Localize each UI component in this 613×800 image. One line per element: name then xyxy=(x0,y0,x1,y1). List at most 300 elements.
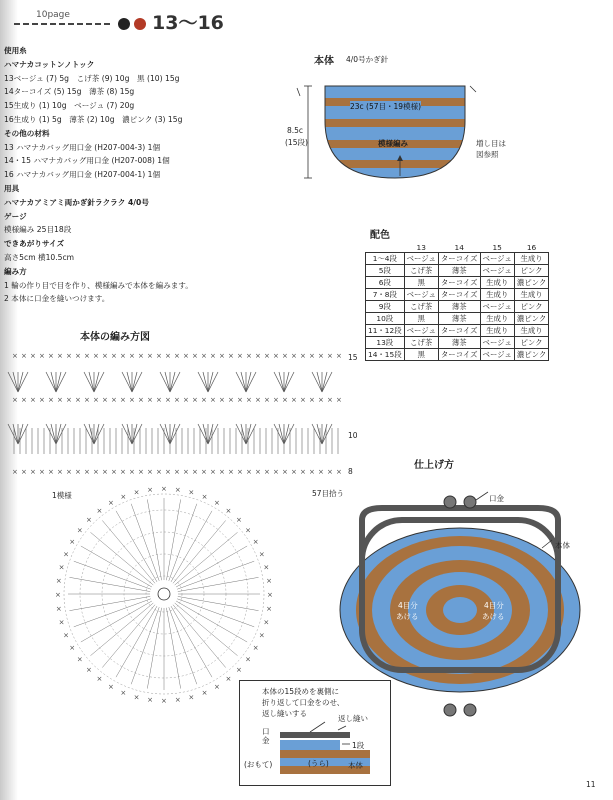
table-row xyxy=(366,301,549,313)
fan-stitch-line xyxy=(46,372,56,392)
fan-stitch-line xyxy=(160,372,170,392)
stitch-x-mark: × xyxy=(165,352,171,360)
increase-note-1: 増し目は xyxy=(476,139,506,148)
table-cell: 黒 xyxy=(404,349,438,361)
instruction-line: ハマナカアミアミ両かぎ針ラクラク 4/0号 xyxy=(4,197,149,207)
stitch-x-mark: × xyxy=(55,591,61,599)
chart-row-8: 8 xyxy=(348,467,353,476)
instruction-line: 模様編み 25目18段 xyxy=(4,225,72,235)
inset-body-label: 本体 xyxy=(348,761,363,770)
stitch-x-mark: × xyxy=(255,468,261,476)
stitch-x-mark: × xyxy=(21,468,27,476)
stitch-x-mark: × xyxy=(300,468,306,476)
button-dot-black-icon xyxy=(118,18,130,30)
fan-stitch-line xyxy=(203,372,208,392)
fan-stitch-line xyxy=(84,424,94,444)
row-label: 9段 xyxy=(366,301,405,313)
pickup-label: 57目拾う xyxy=(312,489,345,498)
fan-stitch-line xyxy=(127,372,132,392)
fan-stitch-line xyxy=(236,372,246,392)
stitch-x-mark: × xyxy=(235,516,242,525)
fan-stitch-line xyxy=(246,372,256,392)
stitch-x-mark: × xyxy=(183,352,189,360)
inset-note-1: 本体の15段めを裏側に xyxy=(262,687,340,696)
stitch-x-mark: × xyxy=(210,468,216,476)
stitch-x-mark: × xyxy=(120,396,126,404)
fan-stitch-line xyxy=(241,372,246,392)
stitch-x-mark: × xyxy=(129,352,135,360)
instruction-line: 使用糸 xyxy=(4,46,27,55)
table-cell: ベージュ xyxy=(480,253,514,265)
stitch-x-mark: × xyxy=(30,352,36,360)
stitch-x-mark: × xyxy=(111,396,117,404)
magic-ring-icon xyxy=(158,588,170,600)
stitch-x-mark: × xyxy=(264,352,270,360)
instructions-block xyxy=(4,44,304,306)
instruction-line: 13 ハマナカバッグ用口金 (H207-004-3) 1個 xyxy=(4,142,161,152)
stitch-x-mark: × xyxy=(267,591,273,599)
stitch-x-mark: × xyxy=(336,396,342,404)
fan-stitch-line xyxy=(94,372,99,392)
stitch-x-mark: × xyxy=(264,468,270,476)
fan-stitch-line xyxy=(8,424,18,444)
stitch-x-mark: × xyxy=(57,352,63,360)
fan-stitch-line xyxy=(132,372,142,392)
stitch-x-mark: × xyxy=(76,655,83,664)
stitch-x-mark: × xyxy=(252,538,259,546)
fan-stitch-line xyxy=(274,372,284,392)
stitch-x-mark: × xyxy=(237,352,243,360)
stitch-x-mark: × xyxy=(219,352,225,360)
instruction-line: ハマナカコットンノトック xyxy=(4,59,95,69)
stitch-x-mark: × xyxy=(63,631,69,640)
stitch-x-mark: × xyxy=(228,352,234,360)
table-cell: ターコイズ xyxy=(438,253,480,265)
fan-stitch-line xyxy=(51,372,56,392)
stitch-x-mark: × xyxy=(266,604,272,613)
stitch-x-mark: × xyxy=(237,396,243,404)
stitch-x-mark: × xyxy=(102,352,108,360)
table-cell: こげ茶 xyxy=(404,301,438,313)
stitch-x-mark: × xyxy=(327,352,333,360)
pattern-numbers-title: 13〜16 xyxy=(152,12,224,34)
stitch-x-mark: × xyxy=(300,396,306,404)
stitch-x-mark: × xyxy=(235,665,242,674)
fan-stitch-line xyxy=(208,424,218,444)
back-label: (うら) xyxy=(308,759,329,768)
stitch-x-mark: × xyxy=(111,352,117,360)
fan-stitch-line xyxy=(18,424,23,444)
table-cell: 生成り xyxy=(480,313,514,325)
stitch-x-mark: × xyxy=(183,396,189,404)
stitch-x-mark: × xyxy=(129,396,135,404)
stitch-x-mark: × xyxy=(225,675,232,684)
fan-stitch-line xyxy=(170,424,175,444)
stitch-x-mark: × xyxy=(21,396,27,404)
stitch-x-mark: × xyxy=(108,499,114,508)
gap-left-2: あける xyxy=(396,612,419,621)
instruction-line: その他の材料 xyxy=(4,128,50,138)
stitch-x-mark: × xyxy=(138,396,144,404)
fan-stitch-line xyxy=(89,424,94,444)
table-cell: 生成り xyxy=(514,253,548,265)
table-cell: ベージュ xyxy=(480,265,514,277)
fan-stitch-line xyxy=(89,372,94,392)
fan-stitch-line xyxy=(170,424,180,444)
body-figure-title: 本体 xyxy=(314,56,334,67)
stitch-x-mark: × xyxy=(291,468,297,476)
stitch-x-mark: × xyxy=(246,352,252,360)
fan-stitch-line xyxy=(279,372,284,392)
body-label: 本体 xyxy=(555,541,570,550)
stitch-x-mark: × xyxy=(318,396,324,404)
stitch-x-mark: × xyxy=(228,396,234,404)
table-cell: ベージュ xyxy=(480,349,514,361)
stitch-x-mark: × xyxy=(120,352,126,360)
stitch-x-mark: × xyxy=(192,352,198,360)
stitch-x-mark: × xyxy=(86,665,92,674)
stitch-x-mark: × xyxy=(291,396,297,404)
fan-stitch-line xyxy=(56,424,61,444)
fan-stitch-line xyxy=(170,372,175,392)
fan-stitch-line xyxy=(317,424,322,444)
fan-stitch-line xyxy=(274,424,284,444)
fan-stitch-line xyxy=(132,372,137,392)
table-cell: ピンク xyxy=(514,301,548,313)
inset-note-3: 返し縫いする xyxy=(262,709,307,718)
stitch-x-mark: × xyxy=(102,396,108,404)
stitch-x-mark: × xyxy=(318,352,324,360)
fan-stitch-line xyxy=(56,372,61,392)
table-header: 15 xyxy=(480,242,514,253)
stitch-x-mark: × xyxy=(48,468,54,476)
table-cell: ピンク xyxy=(514,337,548,349)
instruction-line: できあがりサイズ xyxy=(4,239,65,249)
fan-stitch-line xyxy=(94,372,104,392)
stitch-x-mark: × xyxy=(133,488,140,497)
stitch-x-mark: × xyxy=(336,468,342,476)
stitch-x-mark: × xyxy=(300,352,306,360)
table-cell: 生成り xyxy=(480,325,514,337)
table-cell: ターコイズ xyxy=(438,277,480,289)
stitch-x-mark: × xyxy=(327,468,333,476)
stitch-x-mark: × xyxy=(161,485,167,493)
instruction-line: 14ターコイズ (5) 15g 薄茶 (8) 15g xyxy=(4,87,135,97)
stitch-x-mark: × xyxy=(219,468,225,476)
stitch-x-mark: × xyxy=(84,352,90,360)
fan-stitch-line xyxy=(56,372,66,392)
stitch-x-mark: × xyxy=(291,352,297,360)
table-row xyxy=(366,349,549,361)
stitch-x-mark: × xyxy=(246,396,252,404)
fan-stitch-line xyxy=(198,424,208,444)
fan-stitch-line xyxy=(122,424,132,444)
stitch-x-mark: × xyxy=(273,396,279,404)
stitch-x-mark: × xyxy=(48,396,54,404)
table-cell: 黒 xyxy=(404,277,438,289)
table-cell: 生成り xyxy=(480,289,514,301)
stitch-x-mark: × xyxy=(156,468,162,476)
stitch-x-mark: × xyxy=(39,396,45,404)
row-label: 14・15段 xyxy=(366,349,405,361)
instruction-line: 13ベージュ (7) 5g こげ茶 (9) 10g 黒 (10) 15g xyxy=(4,73,180,83)
stitch-x-mark: × xyxy=(174,468,180,476)
stitch-x-mark: × xyxy=(245,526,251,535)
fan-stitch-line xyxy=(284,424,294,444)
table-row xyxy=(366,265,549,277)
fan-stitch-line xyxy=(122,372,132,392)
fan-stitch-line xyxy=(322,372,327,392)
stitch-x-mark: × xyxy=(147,696,154,704)
stitch-x-mark: × xyxy=(174,485,181,494)
chart-row-10: 10 xyxy=(348,431,358,440)
stitch-x-mark: × xyxy=(219,396,225,404)
stitch-x-mark: × xyxy=(86,516,92,525)
stitch-x-mark: × xyxy=(147,352,153,360)
gap-left-1: 4目分 xyxy=(398,601,418,610)
stitch-x-mark: × xyxy=(264,396,270,404)
fan-stitch-line xyxy=(132,424,142,444)
stitch-x-mark: × xyxy=(84,396,90,404)
color-table xyxy=(365,242,549,361)
table-row xyxy=(366,277,549,289)
fan-stitch-line xyxy=(8,372,18,392)
table-header: 14 xyxy=(438,242,480,253)
stitch-x-mark: × xyxy=(336,352,342,360)
stitch-count-label: 23c (57目・19模様) xyxy=(350,102,421,111)
stitch-x-mark: × xyxy=(188,488,195,497)
stitch-x-mark: × xyxy=(102,468,108,476)
row-label: 1〜4段 xyxy=(366,253,405,265)
stitch-x-mark: × xyxy=(174,396,180,404)
stitch-x-mark: × xyxy=(165,468,171,476)
fan-stitch-line xyxy=(203,424,208,444)
instruction-line: 16 ハマナカバッグ用口金 (H207-004-1) 1個 xyxy=(4,170,161,180)
fan-stitch-line xyxy=(312,424,322,444)
stitch-x-mark: × xyxy=(327,396,333,404)
row-label: 6段 xyxy=(366,277,405,289)
stitch-x-mark: × xyxy=(93,352,99,360)
row-label: 10段 xyxy=(366,313,405,325)
table-cell: 生成り xyxy=(514,325,548,337)
table-cell: ターコイズ xyxy=(438,349,480,361)
stitch-x-mark: × xyxy=(201,352,207,360)
fan-stitch-line xyxy=(51,424,56,444)
fan-stitch-line xyxy=(84,372,94,392)
stitch-x-mark: × xyxy=(39,352,45,360)
stitch-x-mark: × xyxy=(12,352,18,360)
stitch-x-mark: × xyxy=(147,396,153,404)
fan-stitch-line xyxy=(18,372,23,392)
fan-stitch-line xyxy=(322,372,332,392)
fan-stitch-line xyxy=(246,424,256,444)
needle-size: 4/0号かぎ針 xyxy=(346,55,389,64)
stitch-x-mark: × xyxy=(75,396,81,404)
row-label: 7・8段 xyxy=(366,289,405,301)
height-cm: 8.5c xyxy=(287,126,304,135)
stitch-x-mark: × xyxy=(263,563,270,572)
stitch-x-mark: × xyxy=(273,468,279,476)
table-header: 16 xyxy=(514,242,548,253)
stitch-x-mark: × xyxy=(201,688,208,697)
stitch-x-mark: × xyxy=(138,352,144,360)
body-figure-diagram xyxy=(280,66,500,186)
stitch-x-mark: × xyxy=(228,468,234,476)
round-guide xyxy=(146,576,182,612)
stitch-x-mark: × xyxy=(58,618,65,627)
stitch-x-mark: × xyxy=(309,396,315,404)
table-cell: 濃ピンク xyxy=(514,277,548,289)
stitch-x-mark: × xyxy=(12,468,18,476)
instruction-line: 用具 xyxy=(4,183,20,193)
table-corner xyxy=(366,242,405,253)
stitch-x-mark: × xyxy=(30,468,36,476)
stitch-x-mark: × xyxy=(225,506,232,515)
table-cell: 黒 xyxy=(404,313,438,325)
fan-stitch-line xyxy=(246,424,251,444)
fan-stitch-line xyxy=(317,372,322,392)
fan-stitch-line xyxy=(170,372,180,392)
stitch-x-mark: × xyxy=(266,577,272,586)
table-row xyxy=(366,325,549,337)
stitch-x-mark: × xyxy=(120,493,127,502)
table-cell: ベージュ xyxy=(404,325,438,337)
clasp-label: 口金 xyxy=(489,494,504,503)
backstitch-label: 返し縫い xyxy=(338,714,368,723)
inset-note-2: 折り返して口金をのせ、 xyxy=(262,698,345,707)
table-row xyxy=(366,289,549,301)
stitch-x-mark: × xyxy=(174,696,181,704)
repeat-label: 1模様 xyxy=(52,491,72,500)
stitch-x-mark: × xyxy=(192,396,198,404)
stitch-x-mark: × xyxy=(75,468,81,476)
chart-title: 本体の編み方図 xyxy=(80,332,150,343)
table-cell: 生成り xyxy=(480,277,514,289)
table-cell: ターコイズ xyxy=(438,325,480,337)
page-label: 10page xyxy=(36,10,70,20)
stitch-x-mark: × xyxy=(156,396,162,404)
table-cell: 濃ピンク xyxy=(514,349,548,361)
stitch-x-mark: × xyxy=(255,352,261,360)
pattern-stitch-label: 模様編み xyxy=(378,139,408,148)
stitch-x-mark: × xyxy=(57,396,63,404)
increase-note-2: 図参照 xyxy=(476,150,499,159)
fan-stitch-line xyxy=(312,372,322,392)
instruction-line: 高さ5cm 横10.5cm xyxy=(4,252,75,262)
stitch-x-mark: × xyxy=(165,396,171,404)
stitch-x-mark: × xyxy=(12,396,18,404)
stitch-x-mark: × xyxy=(210,396,216,404)
fan-stitch-line xyxy=(279,424,284,444)
fan-stitch-line xyxy=(132,424,137,444)
stitch-x-mark: × xyxy=(252,644,259,652)
stitch-x-mark: × xyxy=(237,468,243,476)
fan-stitch-line xyxy=(18,424,28,444)
table-cell: 薄茶 xyxy=(438,313,480,325)
stitch-x-mark: × xyxy=(156,352,162,360)
fan-stitch-line xyxy=(56,424,66,444)
table-cell: 薄茶 xyxy=(438,301,480,313)
table-row xyxy=(366,337,549,349)
stitch-x-mark: × xyxy=(30,396,36,404)
instruction-line: 16生成り (1) 5g 薄茶 (2) 10g 濃ピンク (3) 15g xyxy=(4,114,183,124)
stitch-x-mark: × xyxy=(111,468,117,476)
stitch-x-mark: × xyxy=(246,468,252,476)
table-cell: ベージュ xyxy=(480,337,514,349)
stitch-x-mark: × xyxy=(69,538,76,546)
instruction-line: 1 輪の作り目で目を作り、模様編みで本体を編みます。 xyxy=(4,280,193,290)
stitch-x-mark: × xyxy=(75,352,81,360)
fan-stitch-line xyxy=(94,424,104,444)
fan-stitch-line xyxy=(18,372,28,392)
table-cell: 濃ピンク xyxy=(514,313,548,325)
fan-stitch-line xyxy=(284,372,294,392)
table-cell: 薄茶 xyxy=(438,337,480,349)
clasp-vertical-label: 口金 xyxy=(262,727,270,745)
table-cell: こげ茶 xyxy=(404,337,438,349)
stitch-x-mark: × xyxy=(161,697,167,704)
table-cell: ベージュ xyxy=(404,289,438,301)
stitch-x-mark: × xyxy=(258,550,265,559)
button-dot-red-icon xyxy=(134,18,146,30)
stitch-x-mark: × xyxy=(66,468,72,476)
height-rows: (15段) xyxy=(285,138,308,147)
table-cell: ベージュ xyxy=(480,301,514,313)
stitch-x-mark: × xyxy=(96,506,103,515)
fan-stitch-line xyxy=(208,372,213,392)
stitch-x-mark: × xyxy=(108,682,114,691)
fan-stitch-line xyxy=(198,372,208,392)
stitch-x-mark: × xyxy=(183,468,189,476)
row-label: 11・12段 xyxy=(366,325,405,337)
front-label: (おもて) xyxy=(244,760,273,769)
fan-stitch-line xyxy=(208,372,218,392)
table-header: 13 xyxy=(404,242,438,253)
chart-row-15: 15 xyxy=(348,353,358,362)
fan-stitch-line xyxy=(165,372,170,392)
stitch-x-mark: × xyxy=(245,655,251,664)
stitch-x-mark: × xyxy=(201,468,207,476)
stitch-x-mark: × xyxy=(21,352,27,360)
fan-stitch-line xyxy=(284,424,289,444)
instruction-line: 編み方 xyxy=(4,266,27,276)
stitch-x-mark: × xyxy=(282,352,288,360)
instruction-line: 15生成り (1) 10g ベージュ (7) 20g xyxy=(4,101,135,111)
fan-stitch-line xyxy=(246,372,251,392)
stitch-x-mark: × xyxy=(263,618,270,627)
stitch-x-mark: × xyxy=(93,396,99,404)
stitch-x-mark: × xyxy=(273,352,279,360)
instruction-line: 2 本体に口金を縫いつけます。 xyxy=(4,294,110,304)
table-cell: こげ茶 xyxy=(404,265,438,277)
stitch-x-mark: × xyxy=(138,468,144,476)
stitch-x-mark: × xyxy=(120,688,127,697)
fan-stitch-line xyxy=(13,372,18,392)
table-cell: ターコイズ xyxy=(438,289,480,301)
stitch-x-mark: × xyxy=(309,352,315,360)
fan-stitch-line xyxy=(284,372,289,392)
page-number: 11 xyxy=(586,780,596,789)
stitch-x-mark: × xyxy=(93,468,99,476)
table-row xyxy=(366,313,549,325)
stitch-x-mark: × xyxy=(214,682,220,691)
row-label: 5段 xyxy=(366,265,405,277)
row-1-label: 1段 xyxy=(352,741,365,750)
stitch-x-mark: × xyxy=(210,352,216,360)
fan-stitch-line xyxy=(160,424,170,444)
stitch-x-mark: × xyxy=(58,563,65,572)
table-cell: ベージュ xyxy=(404,253,438,265)
